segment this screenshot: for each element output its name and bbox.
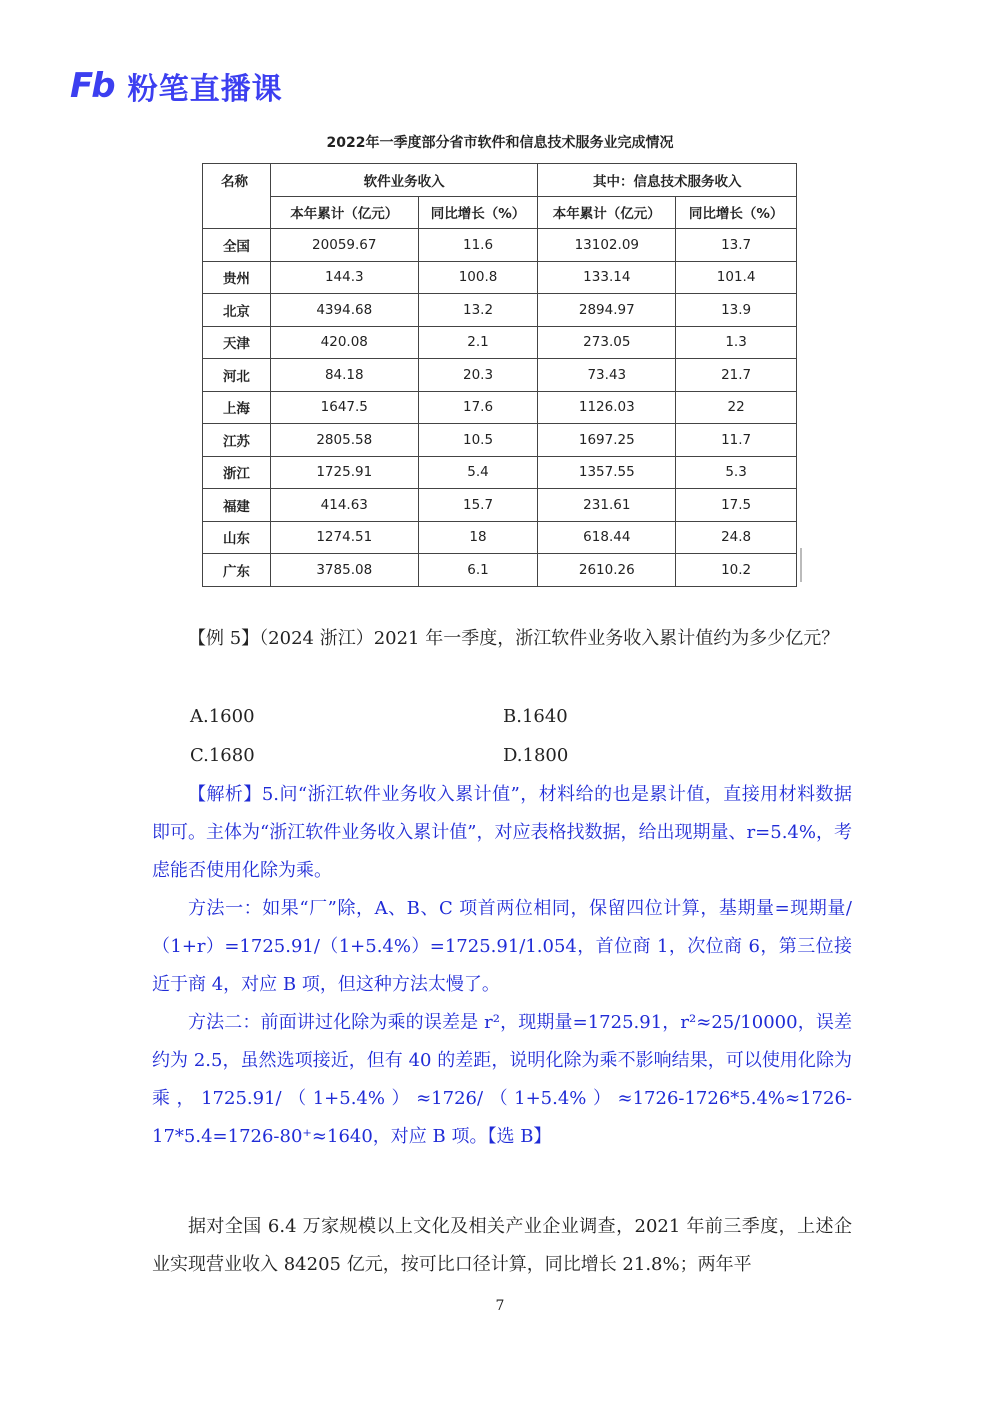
question-stem [152, 620, 852, 658]
header-group-software: 软件业务收入 [270, 164, 538, 197]
row-name-cell: 浙江 [203, 456, 271, 489]
table-cell: 4394.68 [270, 294, 418, 327]
option-a: A.1600 [190, 706, 255, 727]
table-cell: 1357.55 [538, 456, 676, 489]
table-row [203, 359, 797, 392]
table-cell: 13.7 [676, 229, 797, 262]
row-name-cell: 广东 [203, 554, 271, 587]
subheader: 同比增长（%） [676, 196, 797, 229]
table-cell: 13102.09 [538, 229, 676, 262]
scroll-indicator [800, 548, 802, 582]
table-cell: 18 [418, 521, 538, 554]
question-text: 【例 5】（2024 浙江）2021 年一季度，浙江软件业务收入累计值约为多少亿元？ [188, 628, 840, 649]
table-row [203, 554, 797, 587]
table-cell: 11.7 [676, 424, 797, 457]
table-cell: 13.2 [418, 294, 538, 327]
table-body [203, 229, 797, 587]
table-cell: 84.18 [270, 359, 418, 392]
table-cell: 273.05 [538, 326, 676, 359]
table-row [203, 294, 797, 327]
row-name-cell: 天津 [203, 326, 271, 359]
row-name-cell: 北京 [203, 294, 271, 327]
table-cell: 10.2 [676, 554, 797, 587]
analysis [152, 776, 852, 1156]
row-name-cell: 山东 [203, 521, 271, 554]
table-cell: 414.63 [270, 489, 418, 522]
table-cell: 20.3 [418, 359, 538, 392]
logo [70, 66, 283, 106]
table-header-row-2 [203, 196, 797, 229]
table-cell: 21.7 [676, 359, 797, 392]
option-d: D.1800 [503, 745, 569, 766]
table-row [203, 521, 797, 554]
table-title: 2022年一季度部分省市软件和信息技术服务业完成情况 [326, 135, 674, 151]
table-cell: 17.5 [676, 489, 797, 522]
table-header-row-1 [203, 164, 797, 197]
table-row [203, 229, 797, 262]
row-name-cell: 贵州 [203, 261, 271, 294]
row-name-cell: 河北 [203, 359, 271, 392]
subheader: 本年累计（亿元） [270, 196, 418, 229]
table-cell: 1697.25 [538, 424, 676, 457]
table-row [203, 456, 797, 489]
table-cell: 1126.03 [538, 391, 676, 424]
fenbi-logo-icon: Fb [70, 66, 114, 106]
row-name-cell: 福建 [203, 489, 271, 522]
data-table [202, 163, 797, 587]
subheader: 同比增长（%） [418, 196, 538, 229]
analysis-para-1: 【解析】5.问“浙江软件业务收入累计值”，材料给的也是累计值，直接用材料数据即可。主体为“浙江软件业务收入累计值”，对应表格找数据，给出现期量、r=5.4%，考虑能否使用化除为乘。 [152, 784, 852, 881]
row-name-cell: 江苏 [203, 424, 271, 457]
table-cell: 5.4 [418, 456, 538, 489]
option-b: B.1640 [503, 706, 568, 727]
table-cell: 420.08 [270, 326, 418, 359]
brand-name: 粉笔直播课 [127, 72, 283, 107]
table-cell: 231.61 [538, 489, 676, 522]
table-cell: 13.9 [676, 294, 797, 327]
option-c: C.1680 [190, 745, 255, 766]
table-cell: 2610.26 [538, 554, 676, 587]
row-name-cell: 上海 [203, 391, 271, 424]
header-group-it-service: 其中：信息技术服务收入 [538, 164, 797, 197]
analysis-para-3: 方法二：前面讲过化除为乘的误差是 r²，现期量=1725.91，r²≈25/10000，误差约为 2.5，虽然选项接近，但有 40 的差距，说明化除为乘不影响结果，可以使用化除为乘，1725.91/（1+5.4%）≈1726/（1+5.4%）≈1726-1726*5.4%≈1726-17*5.4=1726-80⁺≈1640，对应 B 项。【选 B】 [152, 1012, 852, 1147]
table-cell: 3785.08 [270, 554, 418, 587]
page-number: 7 [495, 1298, 505, 1314]
table-cell: 100.8 [418, 261, 538, 294]
table-cell: 73.43 [538, 359, 676, 392]
table-cell: 5.3 [676, 456, 797, 489]
material-text: 据对全国 6.4 万家规模以上文化及相关产业企业调查，2021 年前三季度，上述企业实现营业收入 84205 亿元，按可比口径计算，同比增长 21.8%；两年平 [152, 1216, 852, 1275]
material-paragraph [152, 1208, 852, 1284]
table-cell: 2894.97 [538, 294, 676, 327]
table-cell: 22 [676, 391, 797, 424]
table-cell: 11.6 [418, 229, 538, 262]
table-cell: 101.4 [676, 261, 797, 294]
table-cell: 24.8 [676, 521, 797, 554]
table-cell: 17.6 [418, 391, 538, 424]
table-row [203, 391, 797, 424]
table-cell: 1274.51 [270, 521, 418, 554]
table-cell: 1.3 [676, 326, 797, 359]
table-cell: 6.1 [418, 554, 538, 587]
table-row [203, 261, 797, 294]
header-name: 名称 [203, 164, 271, 229]
table-cell: 2.1 [418, 326, 538, 359]
table-cell: 618.44 [538, 521, 676, 554]
row-name-cell: 全国 [203, 229, 271, 262]
table-row [203, 424, 797, 457]
table-cell: 10.5 [418, 424, 538, 457]
table-cell: 1725.91 [270, 456, 418, 489]
analysis-para-2: 方法一：如果“厂”除，A、B、C 项首两位相同，保留四位计算，基期量=现期量/（1+r）=1725.91/（1+5.4%）=1725.91/1.054，首位商 1，次位商 6，第三位接近于商 4，对应 B 项，但这种方法太慢了。 [152, 898, 852, 995]
table-row [203, 326, 797, 359]
table-cell: 15.7 [418, 489, 538, 522]
table-row [203, 489, 797, 522]
table-cell: 2805.58 [270, 424, 418, 457]
table-cell: 1647.5 [270, 391, 418, 424]
table-cell: 144.3 [270, 261, 418, 294]
subheader: 本年累计（亿元） [538, 196, 676, 229]
table-cell: 20059.67 [270, 229, 418, 262]
table-cell: 133.14 [538, 261, 676, 294]
